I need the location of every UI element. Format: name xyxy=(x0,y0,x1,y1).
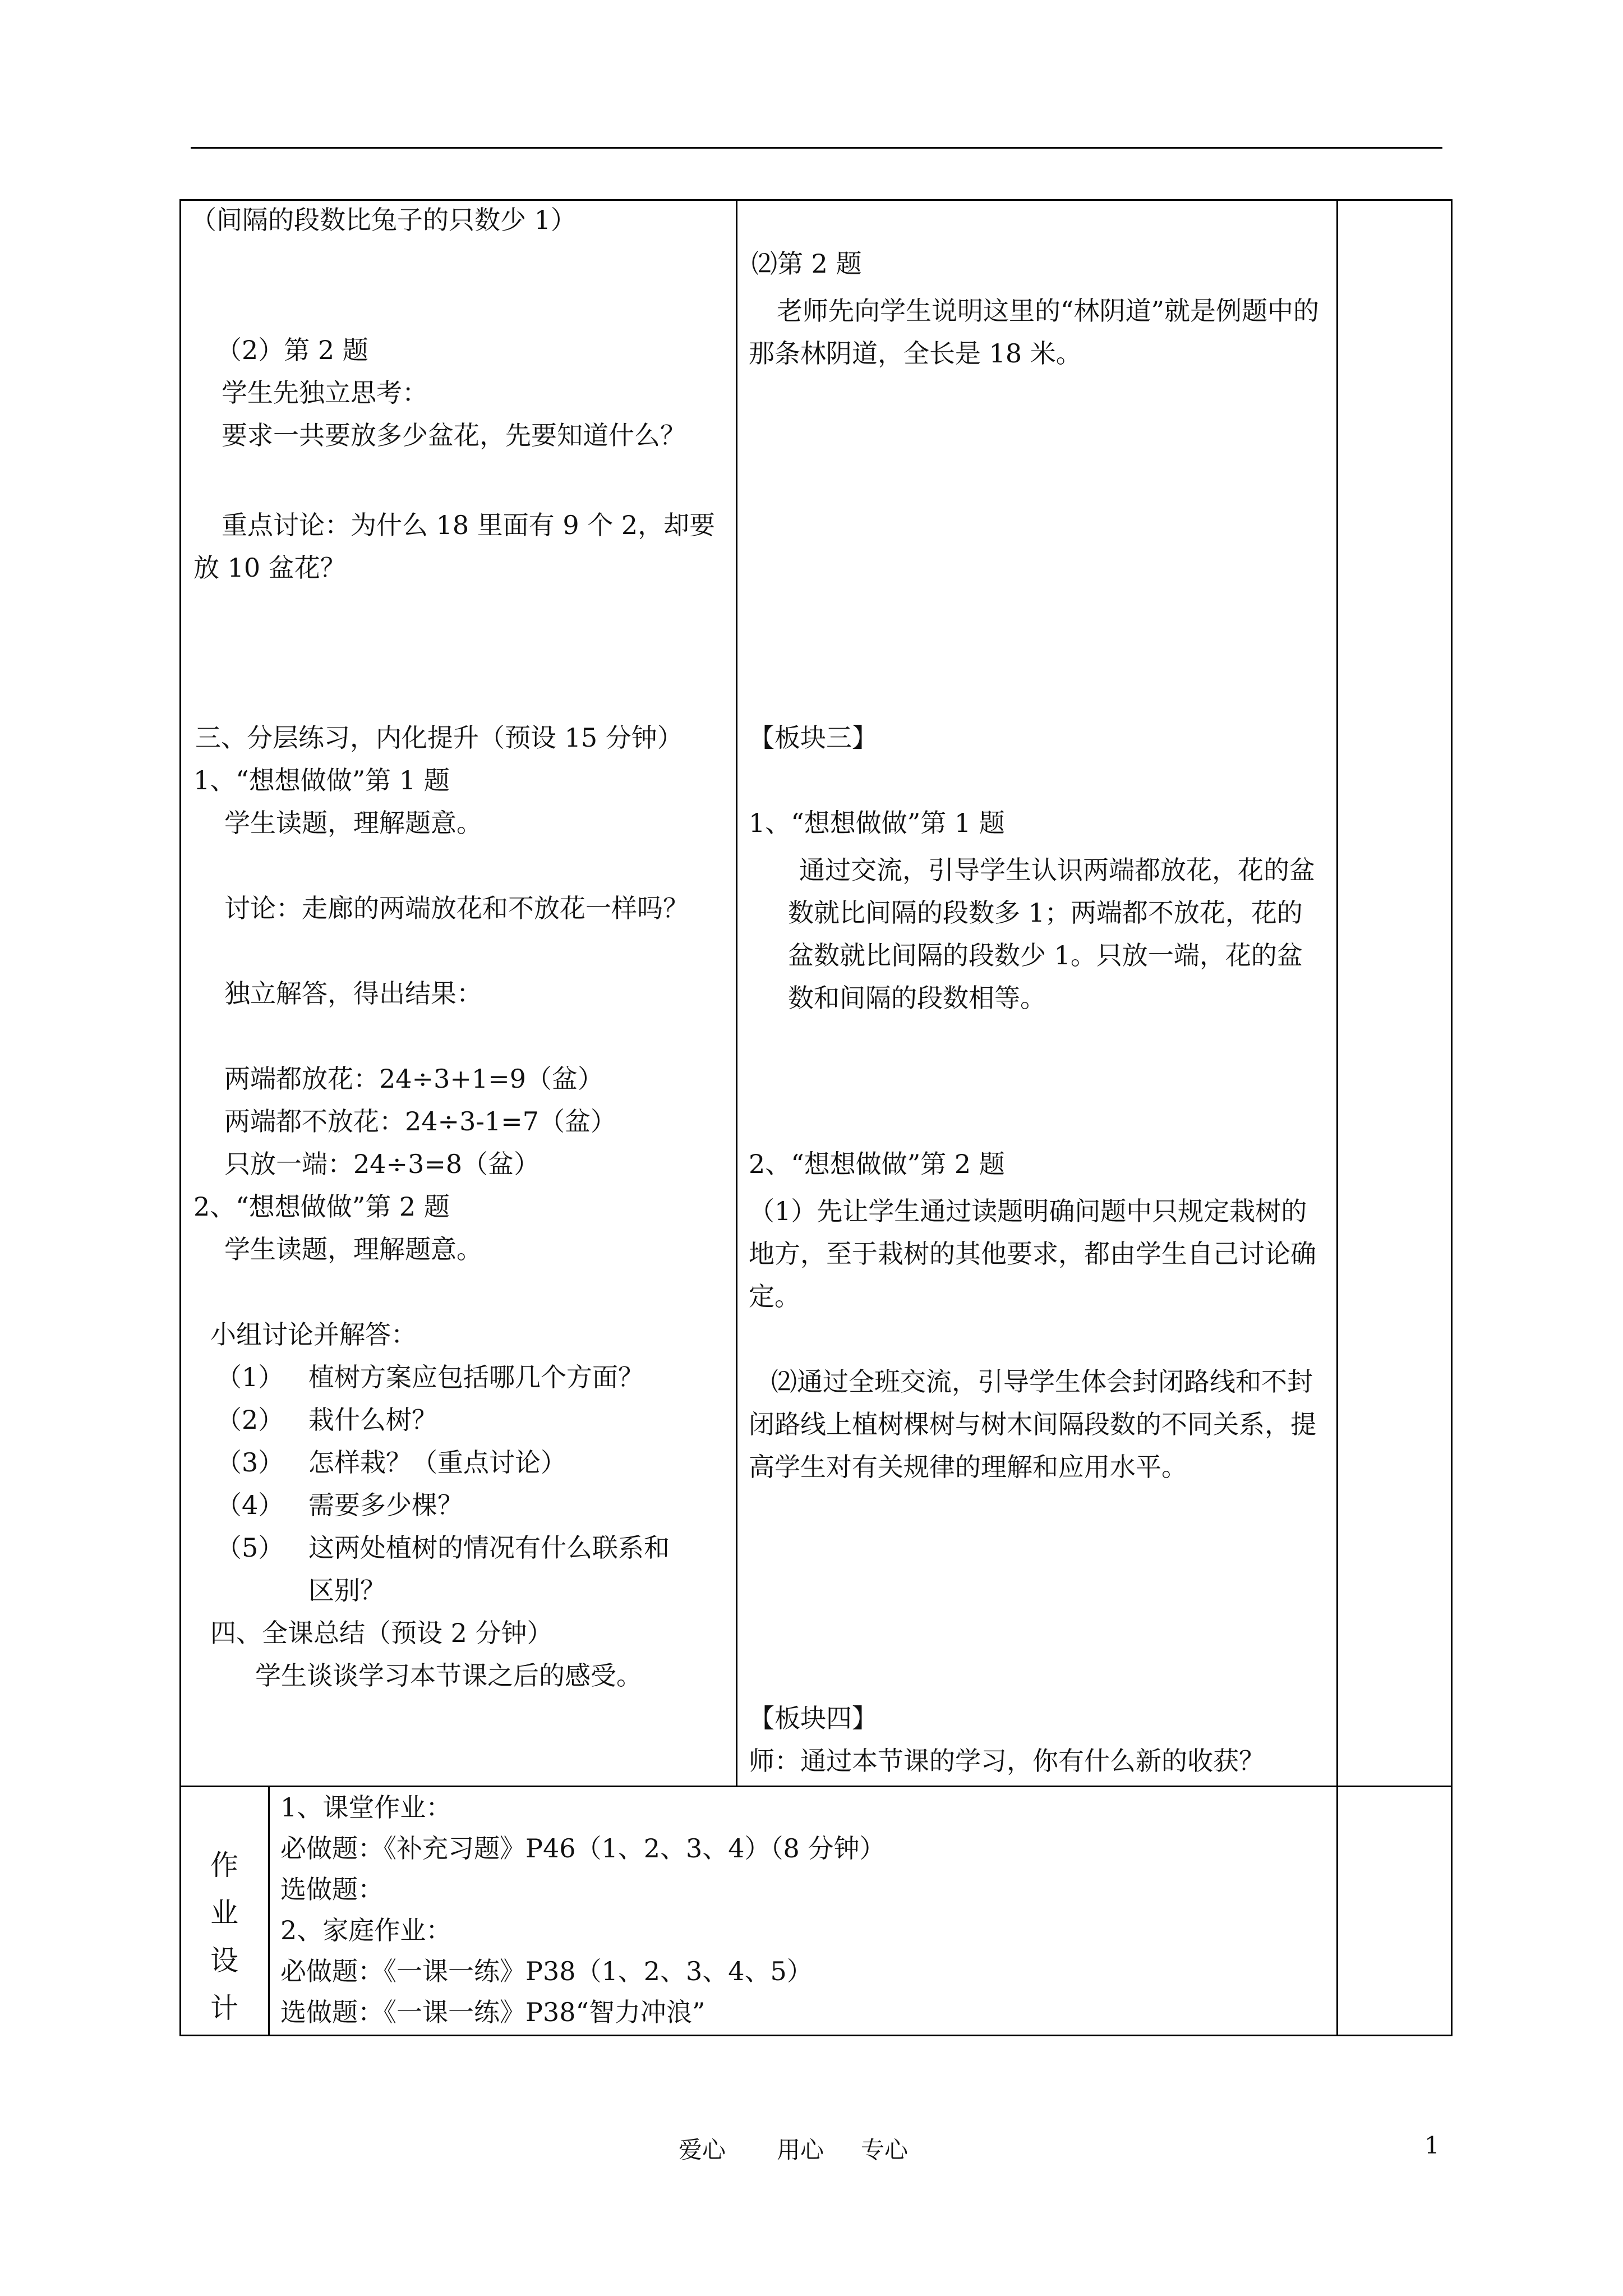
right-ex1-text: 通过交流，引导学生认识两端都放花，花的盆数就比间隔的段数多 1；两端都不放花，花的盆数就比间隔的段数少 1。只放一端，花的盆数和间隔的段数相等。 xyxy=(788,855,1315,1013)
divider-homework xyxy=(179,1786,1453,1787)
block-3-label: 【板块三】 xyxy=(749,723,878,753)
left-ex2-read: 学生读题，理解题意。 xyxy=(224,1234,482,1264)
left-ex1-discuss: 讨论：走廊的两端放花和不放花一样吗？ xyxy=(224,893,689,923)
right-ex1-title: 1、“想想做做”第 1 题 xyxy=(749,808,1005,838)
list-item-num: （4） xyxy=(216,1490,284,1520)
left-q2-think: 学生先独立思考： xyxy=(222,378,428,408)
left-ex2-group: 小组讨论并解答： xyxy=(210,1319,417,1350)
left-ex1-solve: 独立解答，得出结果： xyxy=(224,978,482,1009)
homework-line: 选做题：《一课一练》P38“智力冲浪” xyxy=(280,1997,706,2027)
right-ex2-para-2: ⑵通过全班交流，引导学生体会封闭路线和不封闭路线上植树棵树与树木间隔段数的不同关系，提高学生对有关规律的理解和应用水平。 xyxy=(749,1366,1316,1482)
homework-label-char: 业 xyxy=(210,1897,238,1929)
left-ex1-title: 1、“想想做做”第 1 题 xyxy=(193,765,450,795)
homework-line: 选做题： xyxy=(280,1874,384,1904)
list-item-text: 需要多少棵？ xyxy=(308,1490,463,1520)
divider-right-notes xyxy=(1336,199,1338,2036)
divider-left-right xyxy=(736,199,737,1787)
left-ex1-result-3: 只放一端：24÷3=8（盆） xyxy=(224,1149,540,1179)
homework-line: 1、课堂作业： xyxy=(280,1792,452,1823)
list-item-num: （3） xyxy=(216,1447,284,1478)
list-item-text: 栽什么树？ xyxy=(308,1405,437,1435)
homework-label-char: 计 xyxy=(210,1992,238,2024)
intro-note: （间隔的段数比兔子的只数少 1） xyxy=(191,205,577,235)
header-rule xyxy=(191,147,1442,149)
divider-label xyxy=(268,1786,270,2036)
list-item-num: （5） xyxy=(216,1533,284,1563)
list-item-text: 怎样栽？（重点讨论） xyxy=(308,1447,566,1478)
list-item-text: 植树方案应包括哪几个方面？ xyxy=(308,1362,644,1392)
homework-line: 2、家庭作业： xyxy=(280,1915,452,1945)
left-q2-heading: （2）第 2 题 xyxy=(216,335,368,365)
section-4-title: 四、全课总结（预设 2 分钟） xyxy=(210,1618,553,1648)
list-item-text: 这两处植树的情况有什么联系和 xyxy=(308,1533,670,1563)
right-ex2-para-1: （1）先让学生通过读题明确问题中只规定栽树的地方，至于栽树的其他要求，都由学生自己讨论确定。 xyxy=(749,1196,1316,1312)
left-ex2-title: 2、“想想做做”第 2 题 xyxy=(193,1191,450,1222)
page-number: 1 xyxy=(1424,2132,1440,2159)
footer-motto-1: 爱心 xyxy=(679,2136,726,2164)
footer-motto-2: 用心 xyxy=(777,2136,824,2164)
right-q2-heading: ⑵第 2 题 xyxy=(751,249,862,279)
left-ex1-result-2: 两端都不放花：24÷3-1=7（盆） xyxy=(224,1106,616,1137)
list-item-text-cont: 区别？ xyxy=(308,1575,386,1605)
homework-label-char: 作 xyxy=(210,1849,238,1881)
right-q2-text: 老师先向学生说明这里的“林阴道”就是例题中的那条林阴道，全长是 18 米。 xyxy=(749,296,1320,369)
list-item-num: （2） xyxy=(216,1405,284,1435)
block-4-label: 【板块四】 xyxy=(749,1703,878,1733)
section-4-text: 学生谈谈学习本节课之后的感受。 xyxy=(255,1660,642,1691)
list-item-num: （1） xyxy=(216,1362,284,1392)
left-ex1-read: 学生读题，理解题意。 xyxy=(224,808,482,838)
section-3-title: 三、分层练习，内化提升（预设 15 分钟） xyxy=(195,723,683,753)
left-q2-focus: 重点讨论：为什么 18 里面有 9 个 2，却要放 10 盆花？ xyxy=(193,510,716,583)
homework-label-char: 设 xyxy=(210,1944,238,1977)
block-4-text: 师：通过本节课的学习，你有什么新的收获？ xyxy=(749,1746,1265,1776)
left-q2-ask: 要求一共要放多少盆花，先要知道什么？ xyxy=(222,420,686,450)
homework-line: 必做题：《补充习题》P46（1、2、3、4）（8 分钟） xyxy=(280,1833,886,1864)
right-ex2-title: 2、“想想做做”第 2 题 xyxy=(749,1149,1005,1179)
footer-motto-3: 专心 xyxy=(861,2136,909,2164)
homework-line: 必做题：《一课一练》P38（1、2、3、4、5） xyxy=(280,1956,813,1986)
left-ex1-result-1: 两端都放花：24÷3+1=9（盆） xyxy=(224,1064,603,1094)
